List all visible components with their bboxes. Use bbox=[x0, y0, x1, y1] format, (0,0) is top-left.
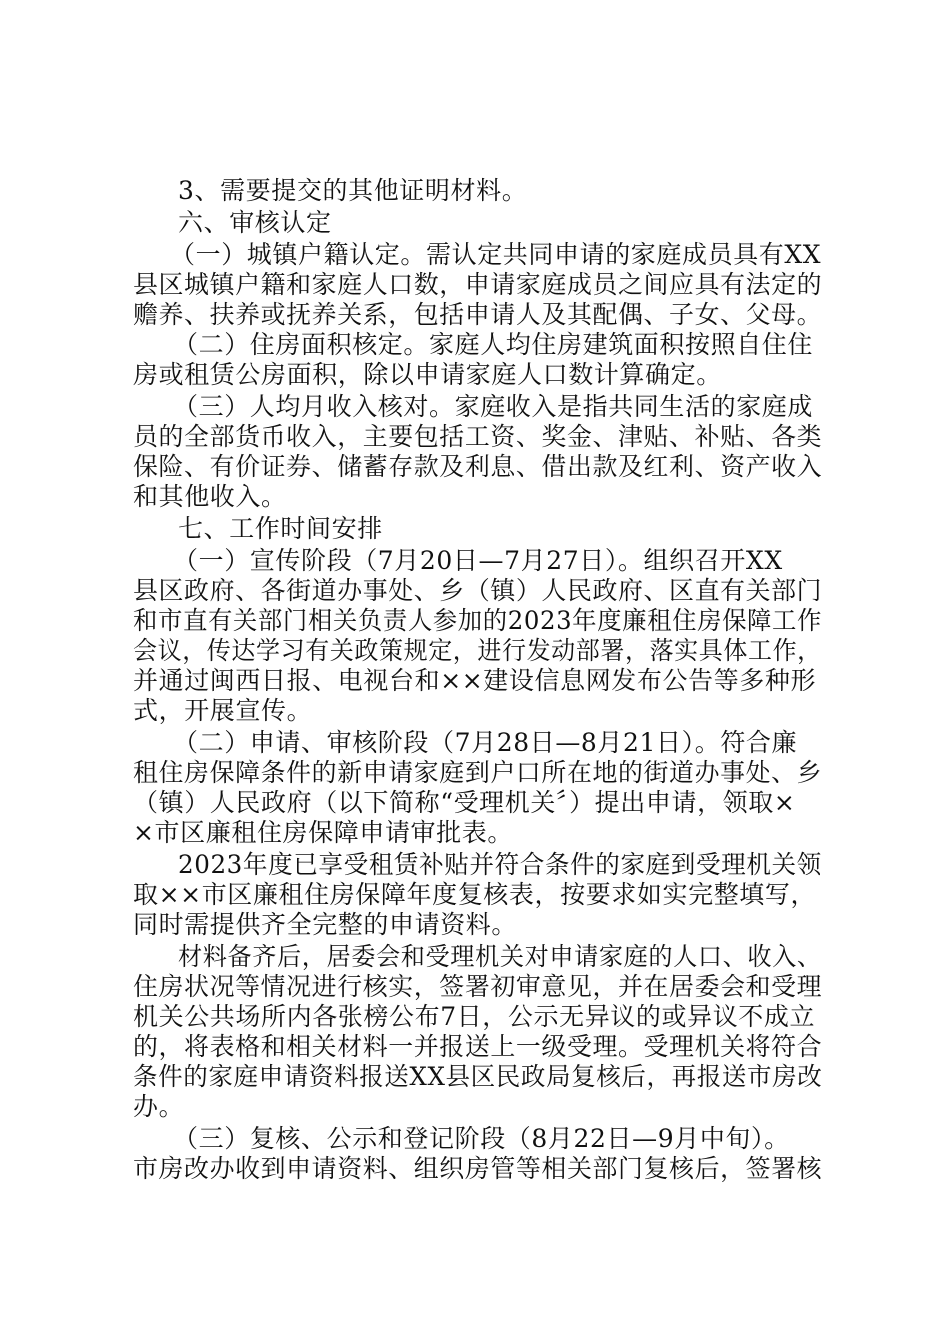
section-heading: 六、审核认定 bbox=[178, 208, 332, 237]
text-line: （二）申请、审核阶段（7月28日—8月21日）。符合廉 bbox=[173, 728, 798, 757]
text-line: 县区政府、各街道办事处、乡（镇）人民政府、区直有关部门 bbox=[133, 576, 823, 605]
text-line: 取××市区廉租住房保障年度复核表，按要求如实完整填写， bbox=[133, 880, 817, 909]
text-line: （镇）人民政府（以下简称“受理机关〞）提出申请，领取× bbox=[133, 788, 796, 817]
text-line: 同时需提供齐全完整的申请资料。 bbox=[133, 910, 518, 939]
text-line: 保险、有价证券、储蓄存款及利息、借出款及红利、资产收入 bbox=[133, 452, 823, 481]
text-line: 会议，传达学习有关政策规定，进行发动部署，落实具体工作， bbox=[133, 636, 822, 665]
text-line: 市房改办收到申请资料、组织房管等相关部门复核后，签署核 bbox=[133, 1154, 823, 1183]
text-line: 并通过闽西日报、电视台和××建设信息网发布公告等多种形 bbox=[133, 666, 817, 695]
text-line: 式，开展宣传。 bbox=[133, 696, 313, 725]
text-line: 办。 bbox=[133, 1092, 185, 1121]
text-line: 赡养、扶养或抚养关系，包括申请人及其配偶、子女、父母。 bbox=[133, 300, 823, 329]
text-line: 租住房保障条件的新申请家庭到户口所在地的街道办事处、乡 bbox=[133, 758, 823, 787]
text-line: （三）复核、公示和登记阶段（8月22日—9月中旬）。 bbox=[173, 1124, 790, 1153]
text-line: （一）宣传阶段（7月20日—7月27日）。组织召开XX bbox=[173, 546, 783, 575]
text-line: 机关公共场所内各张榜公布7日，公示无异议的或异议不成立 bbox=[133, 1002, 816, 1031]
text-line: 和其他收入。 bbox=[133, 482, 287, 511]
text-line: 的，将表格和相关材料一并报送上一级受理。受理机关将符合 bbox=[133, 1032, 823, 1061]
text-line: 员的全部货币收入，主要包括工资、奖金、津贴、补贴、各类 bbox=[133, 422, 823, 451]
text-line: 3、需要提交的其他证明材料。 bbox=[178, 176, 528, 205]
text-line: 住房状况等情况进行核实，签署初审意见，并在居委会和受理 bbox=[133, 972, 823, 1001]
text-line: ×市区廉租住房保障申请审批表。 bbox=[133, 818, 513, 847]
text-line: 县区城镇户籍和家庭人口数，申请家庭成员之间应具有法定的 bbox=[133, 270, 823, 299]
text-line: 2023年度已享受租赁补贴并符合条件的家庭到受理机关领 bbox=[178, 850, 822, 879]
text-line: 和市直有关部门相关负责人参加的2023年度廉租住房保障工作 bbox=[133, 606, 823, 635]
text-line: 房或租赁公房面积，除以申请家庭人口数计算确定。 bbox=[133, 360, 722, 389]
text-line: （一）城镇户籍认定。需认定共同申请的家庭成员具有XX bbox=[170, 240, 822, 269]
text-line: （二）住房面积核定。家庭人均住房建筑面积按照自住住 bbox=[173, 330, 814, 359]
section-heading: 七、工作时间安排 bbox=[178, 514, 383, 543]
text-line: 材料备齐后，居委会和受理机关对申请家庭的人口、收入、 bbox=[178, 942, 822, 971]
text-line: （三）人均月收入核对。家庭收入是指共同生活的家庭成 bbox=[173, 392, 814, 421]
text-line: 条件的家庭申请资料报送XX县区民政局复核后，再报送市房改 bbox=[133, 1062, 823, 1091]
